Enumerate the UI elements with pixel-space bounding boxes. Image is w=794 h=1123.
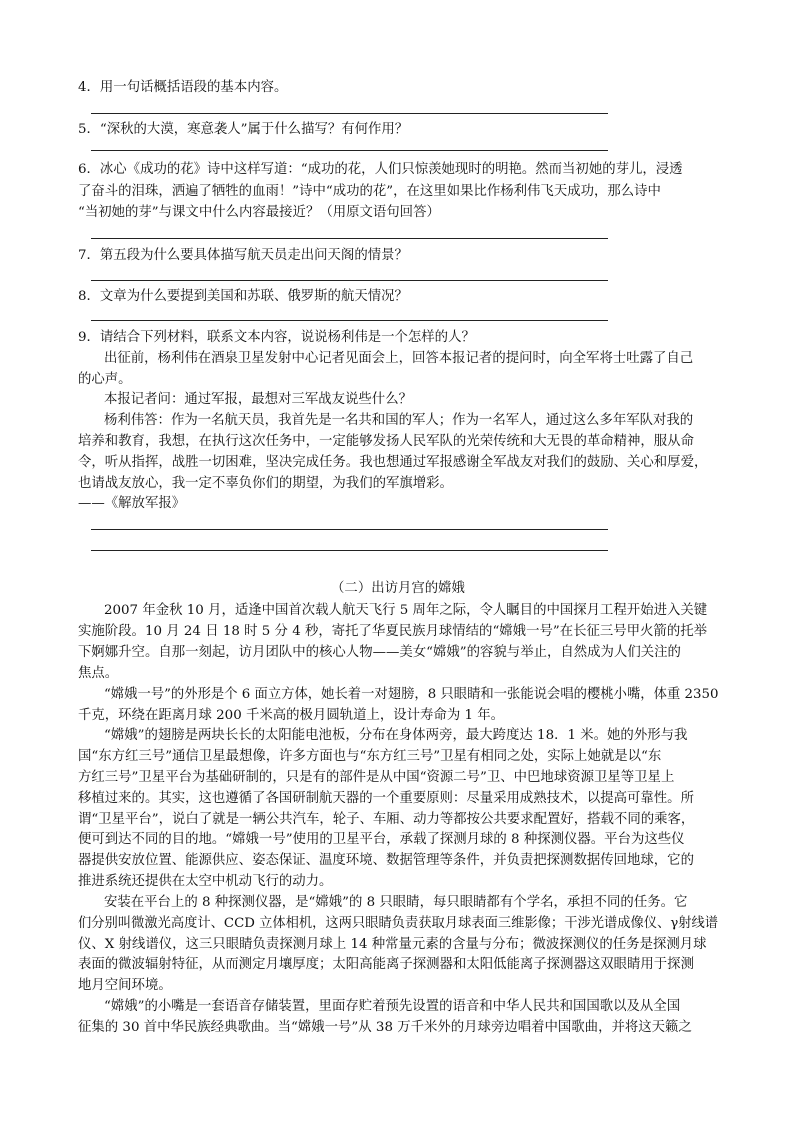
answer-line [91, 238, 608, 239]
paragraph-line: 焦点。 [78, 666, 119, 681]
paragraph-line: 千克，环绕在距离月球 200 千米高的极月圆轨道上，设计寿命为 1 年。 [78, 708, 505, 723]
paragraph-line: 国“东方红三号”通信卫星最想像，许多方面也与“东方红三号”卫星有相同之处，实际上她就是以“东 [78, 749, 662, 764]
material-line: 出征前，杨利伟在酒泉卫星发射中心记者见面会上，回答本报记者的提问时，向全军将士吐露了自己 [104, 351, 694, 366]
answer-line [91, 529, 608, 530]
question-8: 8．文章为什么要提到美国和苏联、俄罗斯的航天情况？ [78, 289, 408, 304]
paragraph-line: “嫦娥一号”的外形是个 6 面立方体，她长着一对翅膀，8 只眼睛和一张能说会唱的樱桃小嘴，体重 2350 [104, 687, 719, 702]
paragraph-line: 便可到达不同的目的地。“嫦娥一号”使用的卫星平台，承载了探测月球的 8 种探测仪器。平台为这些仪 [78, 832, 685, 847]
question-7: 7．第五段为什么要具体描写航天员走出问天阁的情景？ [78, 248, 408, 263]
answer-line [91, 113, 608, 114]
paragraph-line: 实施阶段。10 月 24 日 18 时 5 分 4 秒，寄托了华夏民族月球情结的“嫦娥一号”在长征三号甲火箭的托举 [78, 624, 707, 639]
material-line: 令，听从指挥，战胜一切困难，坚决完成任务。我也想通过军报感谢全军战友对我们的鼓励、关心和厚爱， [78, 455, 708, 470]
question-4: 4．用一句话概括语段的基本内容。 [78, 80, 288, 95]
paragraph-line: 移植过来的。其实，这也遵循了各国研制航天器的一个重要原则：尽量采用成熟技术，以提高可靠性。所 [78, 791, 694, 806]
answer-line [91, 320, 608, 321]
answer-line [91, 280, 608, 281]
paragraph-line: “嫦娥”的翅膀是两块长长的太阳能电池板，分布在身体两旁，最大跨度达 18．1 米。她的外形与我 [104, 728, 688, 743]
paragraph-line: 仪、X 射线谱仪，这三只眼睛负责探测月球上 14 种常量元素的含量与分布；微波探测仪的任务是探测月球 [78, 937, 707, 952]
material-line: 本报记者问：通过军报，最想对三军战友说些什么？ [104, 392, 412, 407]
paragraph-line: 器提供安放位置、能源供应、姿态保证、温度环境、数据管理等条件，并负责把探测数据传回地球，它的 [78, 853, 694, 868]
paragraph-line: 们分别叫微激光高度计、CCD 立体相机，这两只眼睛负责获取月球表面三维影像；干涉光谱成像仪、γ射线谱 [78, 916, 719, 931]
answer-line [91, 550, 608, 551]
answer-line [91, 150, 608, 151]
question-6-line-1: 6．冰心《成功的花》诗中这样写道：“成功的花，人们只惊羡她现时的明艳。然而当初她的芽儿，浸透 [78, 162, 683, 177]
material-source: ——《解放军报》 [78, 496, 186, 511]
section-title: （二）出访月宫的嫦娥 [331, 581, 465, 596]
material-line: 的心声。 [78, 372, 132, 387]
material-line: 杨利伟答：作为一名航天员，我首先是一名共和国的军人；作为一名军人，通过这么多年军队对我的 [104, 413, 694, 428]
paragraph-line: 推进系统还提供在太空中机动飞行的动力。 [78, 874, 333, 889]
material-line: 也请战友放心，我一定不辜负你们的期望，为我们的军旗增彩。 [78, 476, 453, 491]
paragraph-line: 征集的 30 首中华民族经典歌曲。当“嫦娥一号”从 38 万千米外的月球旁边唱着中国歌曲，并将这天籁之 [78, 1020, 692, 1035]
paragraph-line: 安装在平台上的 8 种探测仪器，是“嫦娥”的 8 只眼睛，每只眼睛都有个学名，承担不同的任务。它 [104, 895, 688, 910]
paragraph-line: “嫦娥”的小嘴是一套语音存储装置，里面存贮着预先设置的语音和中华人民共和国国歌以及从全国 [104, 999, 681, 1014]
question-5: 5．“深秋的大漠，寒意袭人”属于什么描写？有何作用？ [78, 122, 409, 137]
paragraph-line: 地月空间环境。 [78, 978, 172, 993]
material-line: 培养和教育，我想，在执行这次任务中，一定能够发扬人民军队的光荣传统和大无畏的革命精神，服从命 [78, 434, 694, 449]
paragraph-line: 下婀娜升空。自那一刻起，访月团队中的核心人物——美女“嫦娥”的容貌与举止，自然成为人们关注的 [78, 645, 681, 660]
question-6-line-3: “当初她的芽”与课文中什么内容最接近？（用原文语句回答） [78, 205, 440, 220]
paragraph-line: 方红三号”卫星平台为基础研制的，只是有的部件是从中国“资源二号”卫、中巴地球资源卫星等卫星上 [78, 770, 675, 785]
question-6-line-2: 了奋斗的泪珠，洒遍了牺牲的血雨！”诗中“成功的花”，在这里如果比作杨利伟飞天成功，那么诗中 [78, 184, 661, 199]
paragraph-line: 2007 年金秋 10 月，适逢中国首次载人航天飞行 5 周年之际，令人瞩目的中国探月工程开始进入关键 [104, 603, 708, 618]
paragraph-line: 表面的微波辐射特征，从而测定月壤厚度；太阳高能离子探测器和太阳低能离子探测器这双眼睛用于探测 [78, 957, 694, 972]
question-9: 9．请结合下列材料，联系文本内容，说说杨利伟是一个怎样的人？ [78, 330, 475, 345]
paragraph-line: 谓“卫星平台”，说白了就是一辆公共汽车，轮子、车厢、动力等都按公共要求配置好，搭载不同的乘客， [78, 812, 695, 827]
